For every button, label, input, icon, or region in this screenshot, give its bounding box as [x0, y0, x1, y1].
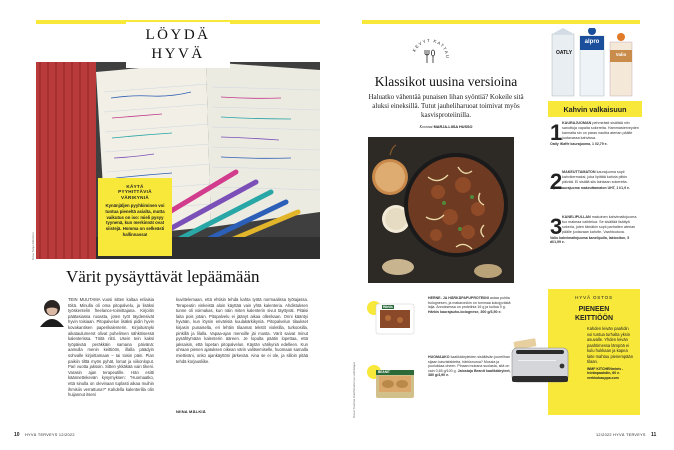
coffee-heading: Kahvin valkaisuun [563, 105, 627, 114]
article-col-1-text: TEIN MUUTAMA vuosi sitten kaltaa erilaisia töitä. Minulla oli oma pitopalvelu, ja lisäksi työskentelin freelance-toimittajana. Kirjoitin päätasiassa ruoasta, joten työt täydensivät hyvin toisiaan. Pitopalvelun lisäksi pidin hyvin kovakantisen paperikalenterin. Kirjoitusnyki aikataulumerot olivat puhelimen sähköisessä kalenterissa. Töitä riitti. Usein tein kaksi työpäivää peräkkäin samana päivänä: aamulla menin keittiöön, illalla päädyin sohvalle kirjoittamaan – tai toisin päin. Pian paikiin tilttä myös pyhät, lomat ja viikonloput. Pari vuotta jaksoin. Sitten ykkäkää vain tikeni. Varasin ajan terapeutille. Hän esitti käännettekevän kysymyksen: "Huomaatko, että sinulla on olevinaan tuplasti aikaa muihin ihmisiin verrattuna?" Kahdella kalenterilla olin huijannut itseni [68, 297, 154, 398]
left-page-number: 10 [14, 432, 20, 438]
coffee-item-1-number: 1 [550, 120, 563, 145]
product-image-kaalikaaryleet [366, 362, 418, 402]
product-2-name: Jalostaja Beanit kaalikääryleet, [457, 368, 511, 373]
right-title: Klassikot uusina versioina [374, 74, 518, 89]
coffee-item-1 [550, 121, 640, 146]
byline-label: Koonnut [419, 125, 433, 129]
product-1-text [428, 296, 514, 314]
carton-label-alpro: alpro [584, 39, 600, 45]
left-footer-mag: HYVÄ TERVEYS 12/2022 [25, 433, 75, 437]
kevyt-kattaus-badge [408, 36, 452, 66]
coffee-item-3-product: Valio kahvimaitojuoma kanelipulla, laktositon, 5 dl/1,99 e. [550, 235, 630, 245]
article-col-2-text: kuvittelemaan, että ehtisin tehdä kahta työtä normaalissa työtajassa. Terapeutin vinkeistä aloin käyttää vain yhtä kalenteria. Ahdistuksen tunne oli voimakas, kun näin miten kalenterin sivut täyttyvät. Pitäisi laita pois jotain. Pitopalvelu ei jäänyt aikaa ollenkaan. Onni kääntyi hyvään, kun löysin erivärisiä kuulakärkikyniä. Pitopalvelun tilaukset kirjasin punaisella, eri lehtiin tilaamat tekstit violetilla, turkoosilla, pinkillä ja lilalla. Vapaa-ajan menoille jäi musta. Värit saivat minut pysähtymään kalenterin ääreen. Je lopulta päätin lopettaa, että jaksaisin, että lopetan pitopalvelun. Käytän värikyniä edelleen. Kun uhraan pienen ajatuksen oikean värin valitsemiselle, huomaan samalla miettiväni, onko ajankäyttöni järkevää. Aina se ei ole, ja silloin pitää tehdä korjausliike. [176, 297, 308, 364]
coffee-item-2-heading: MAKEUTTAMATON [562, 170, 596, 174]
toaster-image [510, 334, 576, 390]
product-1-price: 300 g/3,50 e. [480, 309, 502, 314]
right-top-yellow-bar [362, 20, 640, 24]
good-buy-product: WMF KITCHENminis -leivänpaahdin, 60 e. verkkokauppa.com [587, 366, 624, 380]
cutlery-icon [425, 50, 435, 63]
good-buy-title: PIENEEN KEITTIÖÖN [574, 306, 614, 322]
coffee-sidebar [548, 101, 642, 278]
article-col-2 [176, 297, 308, 409]
coffee-item-2 [550, 169, 640, 194]
product-1-heading: HERNE- JA HÄRKÄPAPUPROTEIINI [428, 296, 489, 300]
carton-label-valio: Valio [615, 52, 627, 57]
byline-name: MARJA-LIISA HUSSO [433, 125, 473, 129]
svg-text:KEVYT KATTAUS [408, 36, 450, 59]
coffee-item-1-product: Oatly iKaffe kaurajuoma, 1 l/2,79 e. [550, 141, 608, 146]
badge-text: KEVYT KATTAU [411, 37, 451, 60]
bolognese-photo [368, 137, 514, 283]
tip-title: KÄYTÄ PYYHITTÄVIÄ VÄRIKYNIÄ [118, 184, 152, 200]
coffee-item-1-text: pehmeästi sisältää niin sanottuja vapaita sokereita. Hammasterveyden kannalta sin on paras nauttia aterian päälle juotavassa kahvissa. [562, 121, 639, 140]
product-2-text [428, 355, 514, 378]
coffee-item-2-product: Alpro kaurajuoma makeuttamaton UHT, 1 l/1,9 e. [550, 185, 630, 190]
right-subtitle: Haluatko vähentää punaisen lihan syöntiä? Kokeile sitä aluksi eineksillä. Tutut jauheliharuoat toimivat myös kasvisproteiinilla. [368, 93, 524, 119]
article-col-1 [68, 297, 154, 415]
coffee-item-2-number: 2 [550, 169, 563, 194]
product-2-price: 380 g/4,90 e. [428, 373, 450, 378]
right-photo-credit: Kuvat Tuomas Kolehmainen ja valmistajat [352, 362, 356, 418]
carton-label-oatly: OATLY [555, 50, 573, 56]
product-1-body: antaa puhtia bolognesen, ja makaronikin on tummaa kokojyvästä laija. Annoksessa on proteiinia 16 g ja kuitua 9 g. [428, 296, 511, 310]
coffee-item-1-heading: KAURAJUOMAN [562, 121, 592, 125]
product-2-heading: HUOMAAKO [428, 355, 450, 359]
coffee-item-3-text: makuinen kahvimaitojuoma tuo makeaa vaihtelua. Se sisältää lisättyä sokeria, joten tämäkin sopii parhaiten aterian päälle juotavaan kahviin. Vaahtoutuva. [562, 215, 637, 234]
tip-box [98, 178, 172, 256]
good-buy-text: Kahden leivän paahdin voi tuntua turhalta yksin asuvalle. Yhden leivän paahtimessa lämpöä ei kulu hukkaan ja kapea laite mahtuu pienempään tilaan. [587, 326, 633, 364]
good-buy-label: HYVÄ OSTOS [575, 295, 613, 300]
coffee-item-3-number: 3 [550, 214, 563, 239]
coffee-item-3-heading: KANELIPULLAN [562, 215, 591, 219]
product-1-name: Härkis kaurajauho-bolognese, [428, 309, 480, 314]
coffee-item-2-text: kaurajuoma sopii kahvikermaksi, joka lipittää kahvia pitkin päivää. Ei sisällä siis lainkaan sokereita. [562, 170, 628, 184]
article-title: Värit pysäyttävät lepäämään [66, 267, 260, 286]
right-byline [362, 125, 530, 129]
pack-label-beanit: BEANIT [378, 370, 390, 374]
right-footer-mag: 12/2022 HYVÄ TERVEYS [596, 433, 646, 437]
right-page-number: 11 [651, 432, 657, 438]
section-header: LÖYDÄ HYVÄ [145, 27, 211, 62]
product-image-bolognese [366, 296, 418, 338]
product-2-body: kaalikääryleiden sisältävän juurelihan sijaan kasvisfaktetta, härkisnurua? Mussia ja puolukkaa oheen. Pinaan mukana suolasta, sitä on vain 0,65 g/100 g. [428, 355, 510, 373]
pack-label-harkis: Härkis [383, 305, 393, 309]
coffee-item-3 [550, 215, 640, 245]
left-photo-credit: Kuva Tanja Kähönen [31, 232, 35, 260]
article-author: NIINA MÄLKIÄ [176, 409, 206, 414]
milk-cartons-photo [548, 28, 640, 100]
tip-text: Kynänjäljen pyyhkiminen voi tuntua pieneltä asialta, mutta vaikutus on iso: mieli pysyy tyynenä, kun merkinnät ovat siistejä. Homma on selkeästi hallinnassa! [105, 203, 165, 237]
section-header-box [126, 22, 230, 68]
planner-photo [36, 62, 320, 259]
author-photo [38, 297, 66, 327]
